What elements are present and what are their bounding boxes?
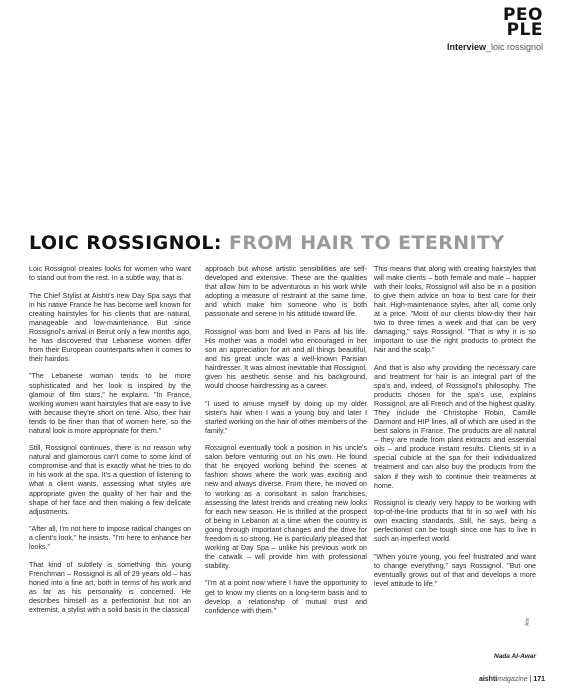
section-title-line2: PLE (506, 20, 543, 40)
article-column-1 (29, 265, 191, 624)
paragraph: Still, Rossignol continues, there is no reason why natural and glamorous can't come to some kind of compromise and that is exactly what he tries to do in his work at the spa. It's a question of listening to what a client wants, assessing what styles are appropriate given the quality of her hair and the shape of her face and then making a few delicate adjustments. (29, 444, 191, 516)
article-column-2 (205, 265, 367, 624)
photo-credit: Ahir (525, 617, 531, 626)
paragraph: "After all, I'm not here to impose radical changes on a client's look," he insists. "I'm here to enhance her looks." (29, 525, 191, 552)
paragraph: And that is also why providing the necessary care and treatment for hair is an integral part of the spa's and, indeed, of Rossignol's philosophy. The products chosen for the spa's use, explains Rossignol, are all French and of the highest quality. They include the Christophe Robin, Camille Darmont and HIP lines, all of which are used in the best salons in France. The products are all natural – they are made from plant extracts and essential oils – and produce instant results. Clients sit in a special cubicle at the spa for their individualized treatment and can also buy the products from the salon if they wish to continue their treatments at home. (374, 363, 536, 490)
interview-name: _loic rossignol (485, 42, 543, 52)
footer-brand: aishti (478, 676, 498, 683)
article-headline (29, 232, 539, 254)
paragraph: "The Lebanese woman tends to be more sophisticated and her look is inspired by the glamour of film stars," he explains. "In France, working women want hairstyles that are easy to live with because they're short on time. Also, their hair tends to be finer than that of women here, so the natural look is more appropriate for them." (29, 372, 191, 435)
paragraph: The Chief Stylist at Aishti's new Day Spa says that in his native France he has become well known for creating hairstyles for his clients that are natural, manageable and low-maintenance. But since Rossignol's arrival in Beirut only a few months ago, he has discovered that Lebanese women differ from their European counterparts when it comes to their hairdos. (29, 291, 191, 363)
footer-separator: | (527, 676, 534, 683)
footer-brand-suffix: magazine (497, 676, 528, 683)
paragraph: This means that along with creating hairstyles that will make clients – both female and male – happier with their looks, Rossignol will also be in a position to give them advice on how to best care for their hair. High-maintenance styles, after all, come only at a price. "Most of our clients blow-dry their hair two to three times a week and that can be very damaging," says Rossignol. "That is why it is so important to use the right products to protect the hair and the scalp." (374, 265, 536, 355)
paragraph: Loic Rossignol creates looks for women who want to stand out from the rest. In a subtle way, that is. (29, 265, 191, 283)
page-footer (479, 676, 545, 683)
author-byline: Nada Al-Awar (494, 653, 537, 660)
paragraph: "I'm at a point now where I have the opportunity to get to know my clients on a long-term basis and to develop a relationship of mutual trust and confidence with them." (205, 579, 367, 615)
section-title-line1: PEO (502, 5, 543, 25)
headline-subtitle: FROM HAIR TO ETERNITY (221, 232, 505, 254)
paragraph: Rossignol eventually took a position in his uncle's salon before venturing out on his own. He found that he enjoyed working behind the scenes at fashion shows where the work was exciting and new and always diverse. From there, he moved on to working as a consultant in salon franchises, assessing the latest trends and creating new looks for each new season. He is thrilled at the prospect of being in Lebanon at a time when the country is going through important changes and the drive for freedom is so strong. He is particularly pleased that working at Day Spa – unlike his previous work on the catwalk – will provide him with professional stability. (205, 444, 367, 570)
paragraph: "When you're young, you feel frustrated and want to change everything," says Rossignol. "But one eventually grows out of that and develops a more level attitude to life." (374, 552, 536, 588)
page-number: 171 (533, 676, 545, 683)
paragraph: That kind of subtlety is something this young Frenchman – Rossignol is all of 29 years old – has honed into a fine art, both in terms of his work and as far as his personality is concerned. He describes himself as a perfectionist but not an extremist, a stylist with a solid basis in the classical (29, 560, 191, 615)
paragraph: Rossignol is clearly very happy to be working with top-of-the-line products that fit in so well with his own exacting standards. Still, he says, being a perfectionist can be tough since one has to live in such an imperfect world. (374, 499, 536, 544)
section-header (446, 5, 543, 52)
paragraph: Rossignol was born and lived in Paris all his life. His mother was a model who encouraged in her son an appreciation for art and all things beautiful, and his great uncle was a well-known Parisian hairdresser. It was almost inevitable that Rossignol, given his aesthetic sense and his background, would choose hairdressing as a career. (205, 327, 367, 391)
interview-tag (447, 42, 543, 52)
interview-label: Interview (446, 42, 486, 52)
paragraph: "I used to amuse myself by doing up my older sister's hair when I was a young boy and later I started working on the hair of other members of the family." (205, 399, 367, 435)
paragraph: approach but whose artistic sensibilities are self-developed and extensive. These are the qualities that allow him to be adventurous in his work while adopting a measure of restraint at the same time, and which make him someone who is both passionate and serene in his attitude toward life. (205, 265, 367, 319)
headline-name: LOIC ROSSIGNOL: (29, 232, 222, 254)
article-column-3 (374, 265, 536, 598)
